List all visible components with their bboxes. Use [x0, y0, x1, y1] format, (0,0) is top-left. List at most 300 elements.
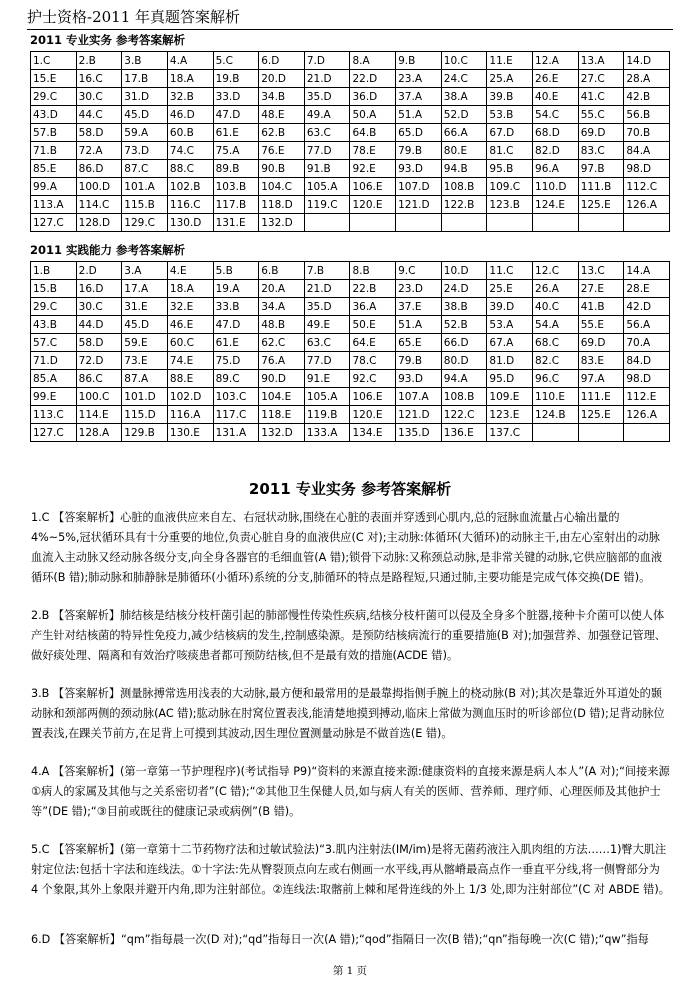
- answer-cell: 28.E: [624, 280, 670, 298]
- answer-cell: 57.B: [31, 124, 77, 142]
- answer-cell: 36.D: [350, 88, 396, 106]
- answer-cell: 132.D: [259, 214, 305, 232]
- answer-row: [31, 406, 670, 424]
- answer-cell: 90.B: [259, 160, 305, 178]
- answer-cell: 89.C: [213, 370, 259, 388]
- answer-cell: 49.A: [304, 106, 350, 124]
- answer-table-professional: [30, 51, 670, 232]
- answer-cell: 73.D: [122, 142, 168, 160]
- answer-cell: 19.A: [213, 280, 259, 298]
- answer-cell: 97.B: [578, 160, 624, 178]
- answer-cell: 47.D: [213, 106, 259, 124]
- answer-cell: 56.B: [624, 106, 670, 124]
- answer-cell: 55.C: [578, 106, 624, 124]
- answer-cell: 32.E: [167, 298, 213, 316]
- answer-cell: 33.D: [213, 88, 259, 106]
- answer-row: [31, 70, 670, 88]
- answer-cell: 126.A: [624, 406, 670, 424]
- answer-cell: 109.C: [487, 178, 533, 196]
- answer-cell: 27.E: [578, 280, 624, 298]
- answer-cell: 96.C: [533, 370, 579, 388]
- answer-cell: 21.D: [304, 70, 350, 88]
- answer-cell: 71.B: [31, 142, 77, 160]
- answer-cell: 62.B: [259, 124, 305, 142]
- answer-cell: 39.D: [487, 298, 533, 316]
- answer-cell: 98.D: [624, 370, 670, 388]
- answer-cell: 102.B: [167, 178, 213, 196]
- answer-cell: 79.B: [396, 142, 442, 160]
- answer-cell: 23.D: [396, 280, 442, 298]
- answer-cell: 102.D: [167, 388, 213, 406]
- answer-cell: 13.A: [578, 52, 624, 70]
- answer-cell: 74.C: [167, 142, 213, 160]
- answer-cell: 54.A: [533, 316, 579, 334]
- answer-cell: 83.C: [578, 142, 624, 160]
- answer-cell: 99.E: [31, 388, 77, 406]
- answer-cell: 47.D: [213, 316, 259, 334]
- answer-cell: 68.D: [533, 124, 579, 142]
- answer-row: [31, 88, 670, 106]
- answer-cell: [578, 424, 624, 442]
- answer-cell: 115.B: [122, 196, 168, 214]
- answer-cell: 108.B: [441, 388, 487, 406]
- answer-row: [31, 298, 670, 316]
- answer-cell: 12.A: [533, 52, 579, 70]
- answer-cell: 113.A: [31, 196, 77, 214]
- answer-cell: 34.A: [259, 298, 305, 316]
- answer-cell: 11.E: [487, 52, 533, 70]
- answer-cell: 129.B: [122, 424, 168, 442]
- answer-cell: 110.E: [533, 388, 579, 406]
- answer-cell: 45.D: [122, 316, 168, 334]
- answer-row: [31, 124, 670, 142]
- answer-cell: 123.B: [487, 196, 533, 214]
- answer-cell: 84.A: [624, 142, 670, 160]
- answer-cell: 24.D: [441, 280, 487, 298]
- answer-cell: 112.E: [624, 388, 670, 406]
- answer-cell: 3.A: [122, 262, 168, 280]
- answer-cell: 5.B: [213, 262, 259, 280]
- answer-cell: 116.A: [167, 406, 213, 424]
- answer-cell: 100.C: [76, 388, 122, 406]
- answer-cell: 45.D: [122, 106, 168, 124]
- explanation-3: 3.B 【答案解析】测量脉搏常选用浅表的大动脉,最方便和最常用的是最靠拇指侧手腕上的桡动脉(B 对);其次是靠近外耳道处的颞动脉和颈部两侧的颈动脉(AC 错);肱动脉在肘窝位置表浅,能清楚地摸到搏动,临床上常做为测血压时的听诊部位(D 错);足背动脉位置表浅,在踝关节前方,在足背上可摸到其波动,因生理位置测量动脉是不做首选(E 错)。: [31, 687, 665, 740]
- answer-cell: 86.C: [76, 370, 122, 388]
- answer-cell: 62.C: [259, 334, 305, 352]
- answer-cell: 118.E: [259, 406, 305, 424]
- answer-row: [31, 196, 670, 214]
- answer-cell: 69.D: [578, 334, 624, 352]
- answer-cell: 70.B: [624, 124, 670, 142]
- answer-cell: 91.B: [304, 160, 350, 178]
- answer-cell: 11.C: [487, 262, 533, 280]
- answer-cell: 108.B: [441, 178, 487, 196]
- answer-cell: 75.A: [213, 142, 259, 160]
- answer-cell: 35.D: [304, 298, 350, 316]
- answer-cell: 55.E: [578, 316, 624, 334]
- answer-cell: 137.C: [487, 424, 533, 442]
- answer-cell: 69.D: [578, 124, 624, 142]
- answer-cell: 36.A: [350, 298, 396, 316]
- answer-row: [31, 106, 670, 124]
- answer-cell: 92.C: [350, 370, 396, 388]
- answer-cell: 4.E: [167, 262, 213, 280]
- answer-cell: 40.C: [533, 298, 579, 316]
- answer-cell: 78.E: [350, 142, 396, 160]
- answer-row: [31, 160, 670, 178]
- answer-cell: 51.A: [396, 106, 442, 124]
- answer-cell: 76.E: [259, 142, 305, 160]
- answer-cell: 43.D: [31, 106, 77, 124]
- answer-cell: 114.E: [76, 406, 122, 424]
- answer-cell: 48.B: [259, 316, 305, 334]
- answer-cell: 127.C: [31, 424, 77, 442]
- answer-cell: 77.D: [304, 352, 350, 370]
- answer-cell: 38.B: [441, 298, 487, 316]
- answer-cell: 28.A: [624, 70, 670, 88]
- answer-cell: 41.C: [578, 88, 624, 106]
- answer-cell: 31.D: [122, 88, 168, 106]
- answer-cell: 120.E: [350, 406, 396, 424]
- answer-cell: 39.B: [487, 88, 533, 106]
- page-number: 第 1 页: [332, 965, 368, 977]
- answer-cell: [396, 214, 442, 232]
- answer-cell: 120.E: [350, 196, 396, 214]
- answer-cell: 18.A: [167, 280, 213, 298]
- answer-cell: 22.B: [350, 280, 396, 298]
- answer-cell: 87.A: [122, 370, 168, 388]
- section1-title: 2011 专业实务 参考答案解析: [30, 33, 186, 47]
- answer-cell: 19.B: [213, 70, 259, 88]
- answer-cell: 90.D: [259, 370, 305, 388]
- answer-cell: 130.E: [167, 424, 213, 442]
- answer-cell: 56.A: [624, 316, 670, 334]
- answer-cell: 126.A: [624, 196, 670, 214]
- explanation-4: 4.A 【答案解析】(第一章第一节护理程序)(考试指导 P9)“资料的来源直接来源:健康资料的直接来源是病人本人”(A 对);“间接来源①病人的家属及其他与之关系密切者”(C 错);“②其他卫生保健人员,如与病人有关的医师、营养师、理疗师、心理医师及其他护士等”(DE 错);“③目前或既往的健康记录或病例”(B 错)。: [31, 765, 670, 818]
- answer-cell: 57.C: [31, 334, 77, 352]
- answer-cell: 26.E: [533, 70, 579, 88]
- answer-cell: 8.A: [350, 52, 396, 70]
- answer-cell: [624, 214, 670, 232]
- answer-cell: 20.D: [259, 70, 305, 88]
- answer-cell: 21.D: [304, 280, 350, 298]
- answer-cell: 96.A: [533, 160, 579, 178]
- answer-row: [31, 388, 670, 406]
- answer-cell: 35.D: [304, 88, 350, 106]
- answer-cell: 103.C: [213, 388, 259, 406]
- answer-table-practice: [30, 261, 670, 442]
- answer-cell: 121.D: [396, 196, 442, 214]
- answer-cell: [578, 214, 624, 232]
- answer-cell: 97.A: [578, 370, 624, 388]
- answer-cell: 107.D: [396, 178, 442, 196]
- answer-cell: 122.B: [441, 196, 487, 214]
- answer-cell: 111.E: [578, 388, 624, 406]
- answer-cell: 73.E: [122, 352, 168, 370]
- answer-cell: 1.B: [31, 262, 77, 280]
- answer-row: [31, 214, 670, 232]
- answer-cell: 48.E: [259, 106, 305, 124]
- answer-cell: 67.A: [487, 334, 533, 352]
- answer-cell: 71.D: [31, 352, 77, 370]
- answer-cell: 64.E: [350, 334, 396, 352]
- answer-cell: 32.B: [167, 88, 213, 106]
- answer-cell: 124.E: [533, 196, 579, 214]
- answer-cell: 30.C: [76, 298, 122, 316]
- answer-cell: 119.C: [304, 196, 350, 214]
- answer-cell: 12.C: [533, 262, 579, 280]
- answer-cell: 61.E: [213, 124, 259, 142]
- answer-cell: 8.B: [350, 262, 396, 280]
- explanation-1: 1.C 【答案解析】心脏的血液供应来自左、右冠状动脉,围绕在心脏的表面并穿透到心肌内,总的冠脉血流量占心输出量的 4%~5%,冠状循环具有十分重要的地位,负责心脏自身的血液供应(C 对);主动脉:体循环(大循环)的动脉主干,由左心室射出的动脉血流入主动脉又经动脉各级分支,向全身各器官的毛细血管(A 错);锁骨下动脉:又称颈总动脉,是非常关键的动脉,它供应脑部的血液循环(B 错);肺动脉和肺静脉是肺循环(小循环)系统的分支,肺循环的特点是路程短,只通过肺,主要功能是完成气体交换(DE 错)。: [31, 511, 663, 584]
- answer-cell: 80.D: [441, 352, 487, 370]
- answer-cell: [624, 424, 670, 442]
- answer-cell: 40.E: [533, 88, 579, 106]
- answer-cell: 7.B: [304, 262, 350, 280]
- answer-cell: 54.C: [533, 106, 579, 124]
- answer-cell: 127.C: [31, 214, 77, 232]
- answer-cell: 103.B: [213, 178, 259, 196]
- answer-cell: 125.E: [578, 406, 624, 424]
- answer-cell: 70.A: [624, 334, 670, 352]
- answer-cell: 121.D: [396, 406, 442, 424]
- answer-cell: 92.E: [350, 160, 396, 178]
- answer-cell: 129.C: [122, 214, 168, 232]
- answer-cell: 17.B: [122, 70, 168, 88]
- answer-cell: [304, 214, 350, 232]
- answer-cell: 81.C: [487, 142, 533, 160]
- answer-cell: 72.D: [76, 352, 122, 370]
- answer-cell: 16.C: [76, 70, 122, 88]
- answer-cell: 101.A: [122, 178, 168, 196]
- answer-cell: 83.E: [578, 352, 624, 370]
- answer-cell: [350, 214, 396, 232]
- answer-cell: 89.B: [213, 160, 259, 178]
- answer-cell: 85.A: [31, 370, 77, 388]
- explanation-2: 2.B 【答案解析】肺结核是结核分枝杆菌引起的肺部慢性传染性疾病,结核分枝杆菌可以侵及全身多个脏器,接种卡介菌可以使人体产生针对结核菌的特异性免疫力,减少结核病的发生,控制感染源。是预防结核病流行的重要措施(B 对);加强营养、加强登记管理、做好痰处理、隔离和有效治疗咳痰患者都可预防结核,但不是最有效的措施(ACDE 错)。: [31, 609, 666, 662]
- answer-cell: 128.A: [76, 424, 122, 442]
- answer-cell: 30.C: [76, 88, 122, 106]
- answer-row: [31, 52, 670, 70]
- answer-cell: 134.E: [350, 424, 396, 442]
- answer-cell: [487, 214, 533, 232]
- answer-cell: 66.D: [441, 334, 487, 352]
- answer-cell: 44.D: [76, 316, 122, 334]
- answer-cell: 60.B: [167, 124, 213, 142]
- answer-cell: 64.B: [350, 124, 396, 142]
- answer-cell: 135.D: [396, 424, 442, 442]
- answer-cell: 94.A: [441, 370, 487, 388]
- answer-cell: 112.C: [624, 178, 670, 196]
- answer-cell: 18.A: [167, 70, 213, 88]
- answer-cell: 6.D: [259, 52, 305, 70]
- answer-cell: 29.C: [31, 88, 77, 106]
- answer-cell: 87.C: [122, 160, 168, 178]
- answer-cell: 52.B: [441, 316, 487, 334]
- answer-cell: 82.D: [533, 142, 579, 160]
- answer-cell: 38.A: [441, 88, 487, 106]
- answer-cell: 50.E: [350, 316, 396, 334]
- answer-cell: 34.B: [259, 88, 305, 106]
- answer-row: [31, 262, 670, 280]
- answer-cell: 65.D: [396, 124, 442, 142]
- answer-cell: 82.C: [533, 352, 579, 370]
- answer-cell: 105.A: [304, 178, 350, 196]
- answer-cell: 117.B: [213, 196, 259, 214]
- answer-cell: 51.A: [396, 316, 442, 334]
- answer-cell: 114.C: [76, 196, 122, 214]
- answer-cell: 29.C: [31, 298, 77, 316]
- answer-cell: 42.D: [624, 298, 670, 316]
- answer-cell: 53.B: [487, 106, 533, 124]
- answer-cell: 46.D: [167, 106, 213, 124]
- answer-row: [31, 280, 670, 298]
- answer-cell: [533, 424, 579, 442]
- answer-cell: 9.C: [396, 262, 442, 280]
- answer-row: [31, 316, 670, 334]
- answer-cell: 63.C: [304, 334, 350, 352]
- answer-cell: 9.B: [396, 52, 442, 70]
- answer-cell: 99.A: [31, 178, 77, 196]
- answer-cell: 61.E: [213, 334, 259, 352]
- answer-cell: 10.D: [441, 262, 487, 280]
- answer-cell: 5.C: [213, 52, 259, 70]
- answer-cell: 25.E: [487, 280, 533, 298]
- answer-cell: 123.E: [487, 406, 533, 424]
- answer-cell: 4.A: [167, 52, 213, 70]
- answer-cell: 65.E: [396, 334, 442, 352]
- answer-cell: 94.B: [441, 160, 487, 178]
- answer-cell: 24.C: [441, 70, 487, 88]
- answer-cell: 37.E: [396, 298, 442, 316]
- answer-cell: 128.D: [76, 214, 122, 232]
- answer-cell: 16.D: [76, 280, 122, 298]
- explanation-5: 5.C 【答案解析】(第一章第十二节药物疗法和过敏试验法)“3.肌内注射法(IM/im)是将无菌药液注入肌肉组的方法……1)臀大肌注射定位法:包括十字法和连线法。①十字法:先从臀裂顶点向左或右侧画一水平线,再从髂嵴最高点作一垂直平分线,将一侧臀部分为 4 个象限,其外上象限并避开内角,即为注射部位。②连线法:取髂前上棘和尾骨连线的外上 1/3 处,即为注射部位”(C 对 ABDE 错)。: [31, 843, 670, 896]
- answer-cell: 77.D: [304, 142, 350, 160]
- answer-cell: 25.A: [487, 70, 533, 88]
- answer-cell: 122.C: [441, 406, 487, 424]
- answer-cell: 86.D: [76, 160, 122, 178]
- answer-cell: 10.C: [441, 52, 487, 70]
- answer-cell: 60.C: [167, 334, 213, 352]
- answer-cell: 52.D: [441, 106, 487, 124]
- answer-cell: 2.D: [76, 262, 122, 280]
- answer-cell: 6.B: [259, 262, 305, 280]
- answer-cell: 68.C: [533, 334, 579, 352]
- answer-row: [31, 424, 670, 442]
- answer-cell: 49.E: [304, 316, 350, 334]
- answer-cell: 74.E: [167, 352, 213, 370]
- answer-cell: 3.B: [122, 52, 168, 70]
- answer-cell: 20.A: [259, 280, 305, 298]
- answer-cell: 43.B: [31, 316, 77, 334]
- answer-cell: 131.E: [213, 214, 259, 232]
- answer-cell: 44.C: [76, 106, 122, 124]
- answer-cell: 80.E: [441, 142, 487, 160]
- answer-cell: [533, 214, 579, 232]
- answer-cell: 116.C: [167, 196, 213, 214]
- answer-cell: 133.A: [304, 424, 350, 442]
- answer-cell: 13.C: [578, 262, 624, 280]
- answer-cell: 101.D: [122, 388, 168, 406]
- answer-cell: 66.A: [441, 124, 487, 142]
- answer-cell: 106.E: [350, 178, 396, 196]
- answer-cell: 93.D: [396, 160, 442, 178]
- page-header: 护士资格-2011 年真题答案解析: [27, 6, 673, 30]
- answer-cell: 22.D: [350, 70, 396, 88]
- answer-row: [31, 142, 670, 160]
- answer-row: [31, 370, 670, 388]
- answer-cell: 42.B: [624, 88, 670, 106]
- answer-cell: 67.D: [487, 124, 533, 142]
- answer-cell: 14.D: [624, 52, 670, 70]
- explanation-6: 6.D 【答案解析】“qm”指每晨一次(D 对);“qd”指每日一次(A 错);“qod”指隔日一次(B 错);“qn”指每晚一次(C 错);“qw”指每: [31, 933, 649, 946]
- answer-cell: 104.C: [259, 178, 305, 196]
- answer-cell: 58.D: [76, 124, 122, 142]
- answer-cell: 98.D: [624, 160, 670, 178]
- answer-cell: 59.A: [122, 124, 168, 142]
- section2-title: 2011 实践能力 参考答案解析: [30, 243, 186, 257]
- answer-cell: 15.E: [31, 70, 77, 88]
- answer-cell: 46.E: [167, 316, 213, 334]
- answer-cell: 130.D: [167, 214, 213, 232]
- answer-cell: 136.E: [441, 424, 487, 442]
- answer-row: [31, 178, 670, 196]
- main-title: 2011 专业实务 参考答案解析: [248, 480, 452, 498]
- answer-cell: 88.C: [167, 160, 213, 178]
- answer-cell: 41.B: [578, 298, 624, 316]
- answer-cell: 115.D: [122, 406, 168, 424]
- answer-cell: 31.E: [122, 298, 168, 316]
- answer-cell: 63.C: [304, 124, 350, 142]
- answer-cell: 93.D: [396, 370, 442, 388]
- answer-cell: 23.A: [396, 70, 442, 88]
- answer-row: [31, 334, 670, 352]
- answer-cell: 14.A: [624, 262, 670, 280]
- answer-cell: 95.B: [487, 160, 533, 178]
- answer-cell: 26.A: [533, 280, 579, 298]
- answer-cell: 85.E: [31, 160, 77, 178]
- answer-cell: 17.A: [122, 280, 168, 298]
- answer-cell: 125.E: [578, 196, 624, 214]
- answer-cell: 15.B: [31, 280, 77, 298]
- answer-row: [31, 352, 670, 370]
- answer-cell: 37.A: [396, 88, 442, 106]
- answer-cell: 75.D: [213, 352, 259, 370]
- answer-cell: 79.B: [396, 352, 442, 370]
- answer-cell: 124.B: [533, 406, 579, 424]
- answer-cell: 110.D: [533, 178, 579, 196]
- answer-cell: 7.D: [304, 52, 350, 70]
- answer-cell: 119.B: [304, 406, 350, 424]
- answer-cell: 33.B: [213, 298, 259, 316]
- answer-cell: 78.C: [350, 352, 396, 370]
- answer-cell: 132.D: [259, 424, 305, 442]
- answer-cell: 81.D: [487, 352, 533, 370]
- answer-cell: 2.B: [76, 52, 122, 70]
- answer-cell: 111.B: [578, 178, 624, 196]
- answer-cell: [441, 214, 487, 232]
- answer-cell: 107.A: [396, 388, 442, 406]
- answer-cell: 113.C: [31, 406, 77, 424]
- answer-cell: 76.A: [259, 352, 305, 370]
- answer-cell: 117.C: [213, 406, 259, 424]
- answer-cell: 131.A: [213, 424, 259, 442]
- answer-cell: 118.D: [259, 196, 305, 214]
- answer-cell: 50.A: [350, 106, 396, 124]
- answer-cell: 100.D: [76, 178, 122, 196]
- answer-cell: 84.D: [624, 352, 670, 370]
